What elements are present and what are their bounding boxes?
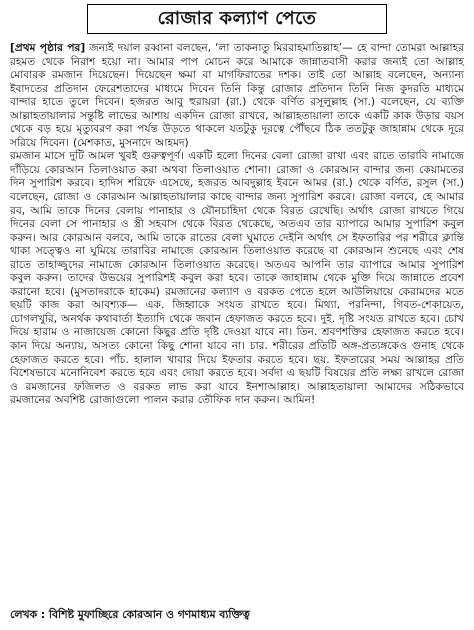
- article-paragraph-2: রমজান মাসে দুটি আমল খুবই গুরুত্বপূর্ণ। একটি হলো দিনের বেলা রোজা রাখা এবং রাতে তারাবি নামাজে দাঁড়িয়ে কোরআন তিলাওয়াত করা অথবা তিলাওয়াত শোনা। রোজা ও কোরআন বান্দার জন্য কেয়ামতের দিন সুপারিশ করবে। হাদিস শরিফে এসেছে, হজরত আবদুল্লাহ ইবনে আমর (রা.) থেকে বর্ণিত, রসুল (সা.) বলেছেন, রোজা ও কোরআন আল্লাহতায়ালার কাছে বান্দার জন্য সুপারিশ করবে। রোজা বলবে, হে আমার রব, আমি তাকে দিনের বেলায় পানাহার ও যৌনচাহিদা থেকে বিরত রেখেছি। অর্থাৎ রোজা রাখতে গিয়ে দিনের বেলা সে পানাহার ও স্ত্রী সহবাস থেকে বিরত থেকেছে, অতএব তার ব্যাপারে আমার সুপারিশ কবুল করুন। আর কোরআন বলবে, আমি তাকে রাতের বেলা ঘুমাতে দেইনি অর্থাৎ সে ইফতারির পর শরীরে ক্লান্তি থাকা সত্ত্বেও না ঘুমিয়ে তারাবির নামাজে কোরআন তিলাওয়াত করেছে বা কোরআন শুনেছে এবং শেষ রাতে তাহাজ্জুদের নামাজে কোরআন তিলাওয়াত করেছে। অতএব আপনি তার ব্যাপারে আমার সুপারিশ কবুল করুন। তাদের উভয়ের সুপারিশই কবুল করা হবে। তাকে জাহান্নাম থেকে মুক্তি দিয়ে জান্নাতে প্রবেশ করানো হবে। (মুসতাদরাকে হাকেম) রমজানের কল্যাণ ও বরকত পেতে হলে আউলিয়ায়ে কেরামদের মতে ছয়টি কাজ করা আবশ্যক— এক. জিহ্বাকে সংযত রাখতে হবে। মিথ্যা, পরনিন্দা, গিবত-শেকায়েত, চোগলখুরি, অনর্থক কথাবার্তা ইত্যাদি থেকে জবান হেফাজত করতে হবে। দুই. দৃষ্টি সংযত রাখতে হবে। চোখ দিয়ে হারাম ও নাজায়েজ কোনো কিছুর প্রতি দৃষ্টি দেওয়া যাবে না। তিন. শ্রবণশক্তির হেফাজত করতে হবে। কান দিয়ে অন্যায়, অসত্য কোনো কিছু শোনা যাবে না। চার. শরীরের প্রতিটি অঙ্গ-প্রত্যঙ্গকেও গুনাহ থেকে হেফাজত করতে হবে। পাঁচ. হালাল খাবার দিয়ে ইফতার করতে হবে। ছয়. ইফতারের সময় আল্লাহর প্রতি বিশেষভাবে মনোনিবেশ করতে হবে এবং দোয়া করতে হবে। সর্বদা এ ছয়টি বিষয়ের প্রতি লক্ষ্য রাখলে রোজা ও রমজানের ফজিলত ও বরকত লাভ করা যাবে ইনশাআল্লাহ। আল্লাহতায়ালা আমাদের সঠিকভাবে রমজানের অবশিষ্ট রোজাগুলো পালন করার তৌফিক দান করুন। আমিন!: [10, 150, 464, 407]
- continuation-marker: [প্রথম পৃষ্ঠার পর]: [10, 42, 86, 54]
- headline-box: [87, 4, 387, 34]
- headline: রোজার কল্যাণ পেতে: [157, 7, 317, 29]
- author-byline: লেখক : বিশিষ্ট মুফাচ্ছিরে কোরআন ও গণমাধ্যম ব্যক্তিত্ব: [10, 608, 250, 621]
- article-paragraph-1: [10, 42, 464, 150]
- article-body: [10, 42, 464, 408]
- paragraph-1-text: জন্যই দয়াল রব্বানা বলছেন, ‘লা তাকনাতু মিররাহমাতিল্লাহ’— হে বান্দা তোমরা আল্লাহর রহমত থেকে নিরাশ হয়ো না। আমার পাপ মোচন করে আমাকে জান্নাতবাসী করার জন্যই তো আল্লাহ মোবারক রমজান দিয়েছেন। দিয়েছেন ক্ষমা বা মাগফিরাতের দশক। তাই তো আল্লাহ বলেছেন, অন্যান্য ইবাদতের প্রতিদান ফেরেশতাদের মাধ্যমে দিবেন তিনি কিন্তু রোজার প্রতিদান তিনি নিজ কুদরতি মাধ্যমে বান্দার হাতে তুলে দিবেন। হজরত আবু হুরায়রা (রা.) থেকে বর্ণিত রসূলুল্লাহ (সা.) বলেছেন, যে ব্যক্তি আল্লাহতায়ালার সন্তুষ্টি লাভের আশায় একদিন রোজা রাখবে, আল্লাহতায়ালা তাকে একটি কাক উড়ার বয়স থেকে বড় হয়ে মৃত্যুবরণ করা পর্যন্ত উড়তে থাকলে যতটুকু দূরত্বে পৌঁছবে ঠিক ততটুকু জাহান্নাম থেকে দূরে সরিয়ে দিবেন। (মেশকাত, মুসনাদে আহমদ): [10, 42, 464, 149]
